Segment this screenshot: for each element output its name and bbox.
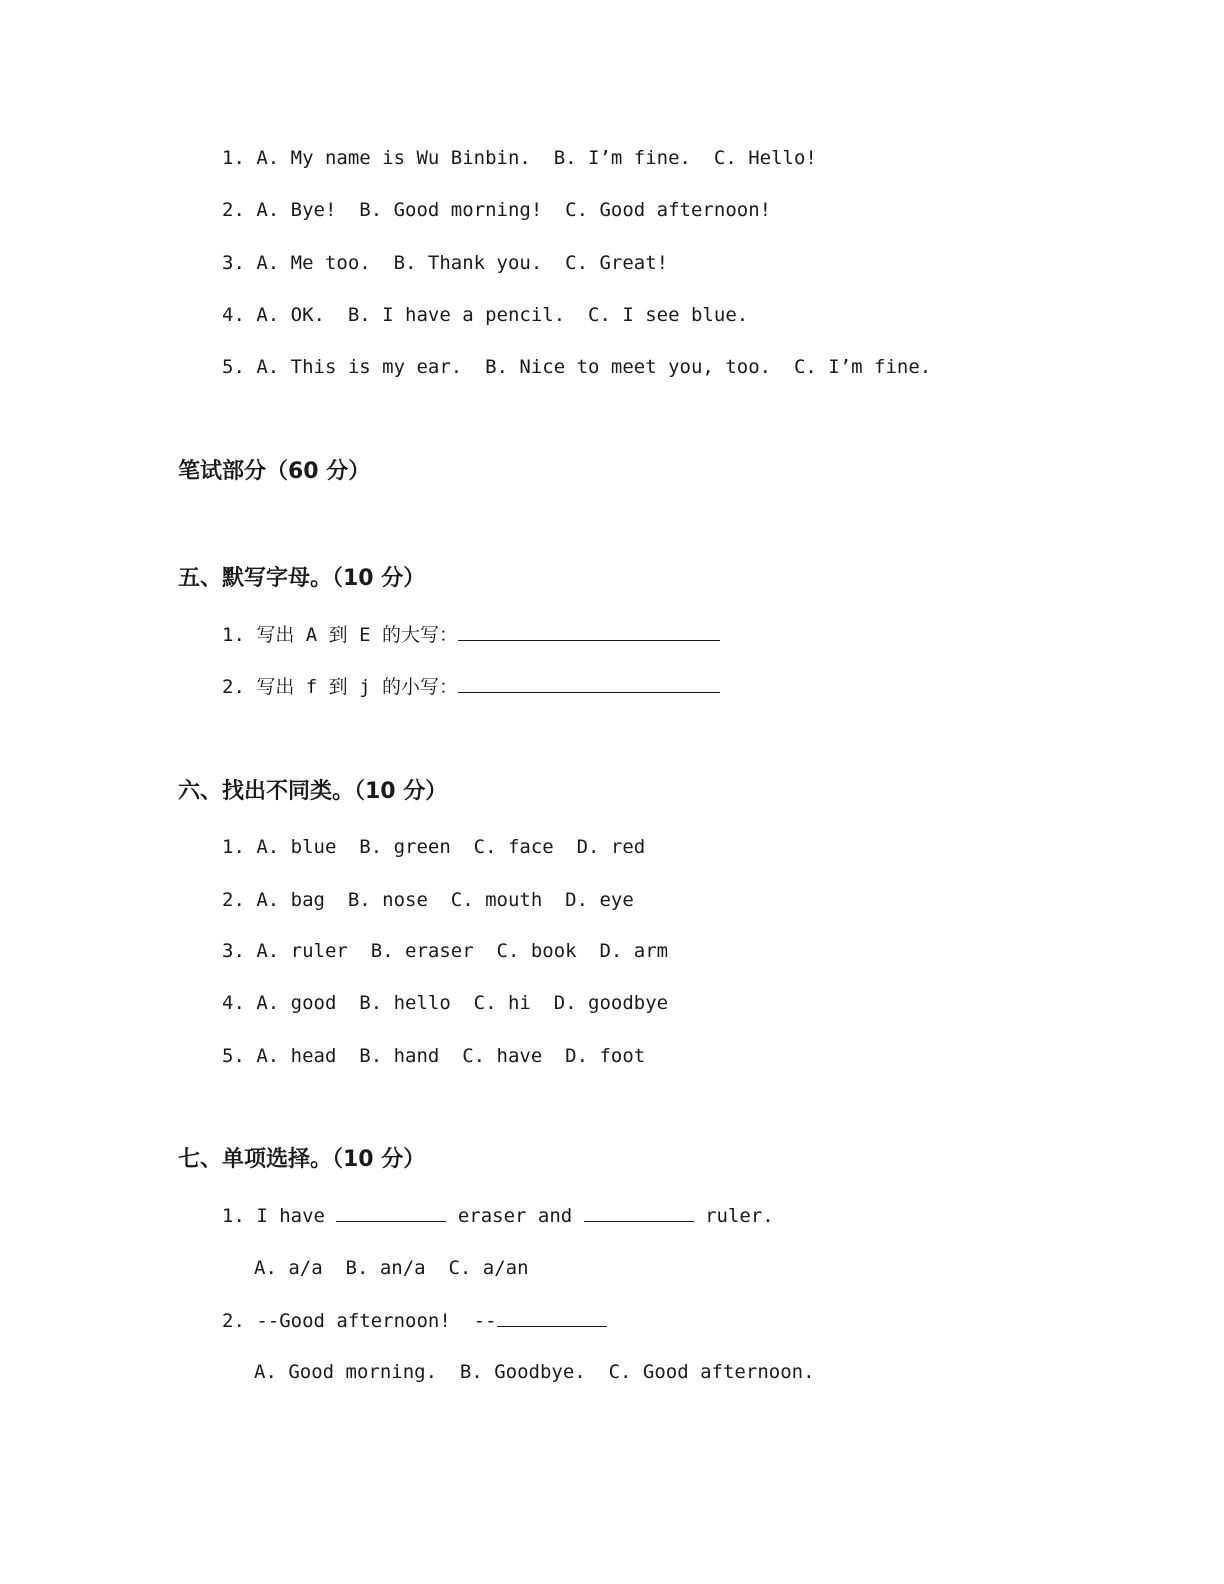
section-5-item-1	[222, 622, 720, 647]
section-7-question-1	[222, 1203, 774, 1228]
section-6-item-1: 1. A. blue B. green C. face D. red	[222, 836, 646, 858]
section-7-question-2-options: A. Good morning. B. Goodbye. C. Good afternoon.	[254, 1361, 815, 1383]
section-5-heading: 五、默写字母。（10 分）	[178, 566, 426, 591]
answer-blank[interactable]	[336, 1203, 446, 1222]
section-7-question-2	[222, 1308, 607, 1333]
section-6-item-4: 4. A. good B. hello C. hi D. goodbye	[222, 992, 669, 1014]
section-5-item-1-text: 1. 写出 A 到 E 的大写：	[222, 624, 458, 646]
section-5-item-2-text: 2. 写出 f 到 j 的小写：	[222, 676, 458, 698]
written-part-heading: 笔试部分（60 分）	[178, 459, 371, 484]
listening-item-1: 1. A. My name is Wu Binbin. B. I’m fine. C. Hello!	[222, 147, 817, 169]
section-6-item-5: 5. A. head B. hand C. have D. foot	[222, 1045, 646, 1067]
answer-blank[interactable]	[584, 1203, 694, 1222]
answer-blank[interactable]	[458, 674, 720, 693]
q1-text-part3: ruler.	[693, 1205, 774, 1227]
section-7-question-1-options: A. a/a B. an/a C. a/an	[254, 1257, 529, 1279]
q2-stem: 2. --Good afternoon! --	[222, 1310, 497, 1332]
section-6-item-2: 2. A. bag B. nose C. mouth D. eye	[222, 889, 634, 911]
section-5-item-2	[222, 674, 720, 699]
q1-text-part1: 1. I have	[222, 1205, 337, 1227]
listening-item-5: 5. A. This is my ear. B. Nice to meet you, too. C. I’m fine.	[222, 356, 932, 378]
section-7-heading: 七、单项选择。（10 分）	[178, 1147, 426, 1172]
answer-blank[interactable]	[458, 622, 720, 641]
q1-text-part2: eraser and	[446, 1205, 584, 1227]
section-6-heading: 六、找出不同类。（10 分）	[178, 779, 448, 804]
listening-item-3: 3. A. Me too. B. Thank you. C. Great!	[222, 252, 669, 274]
listening-item-4: 4. A. OK. B. I have a pencil. C. I see blue.	[222, 304, 749, 326]
listening-item-2: 2. A. Bye! B. Good morning! C. Good afternoon!	[222, 199, 772, 221]
section-6-item-3: 3. A. ruler B. eraser C. book D. arm	[222, 940, 669, 962]
answer-blank[interactable]	[497, 1308, 607, 1327]
